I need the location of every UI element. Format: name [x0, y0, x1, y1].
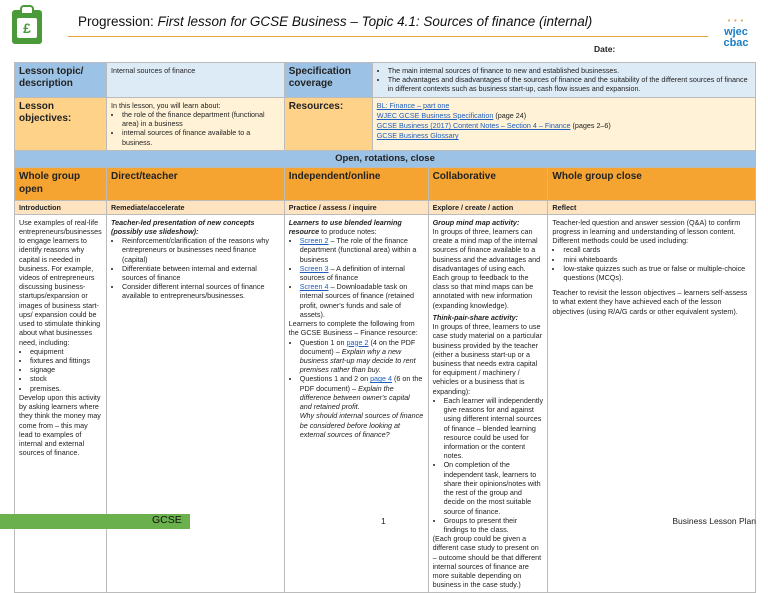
need-item: • premises.	[30, 384, 102, 393]
close-intro: Teacher-led question and answer session (Q&A) to confirm progress in learning and understanding of lesson content. Different methods could be used including:	[552, 217, 741, 246]
title-text: First lesson for GCSE Business – Topic 4.1: Sources of finance (internal)	[157, 14, 593, 29]
method-item: • low-stake quizzes such as true or false or multiple-choice questions (MCQs).	[563, 264, 751, 282]
footer-gcse-label: GCSE	[152, 514, 182, 526]
independent-activity-cell	[284, 214, 428, 593]
objectives-value	[106, 97, 284, 150]
wjec-text: wjec	[724, 26, 748, 38]
direct-item: • Consider different internal sources of finance available to entrepreneurs/businesses.	[122, 282, 280, 300]
column-headings-row	[15, 167, 756, 200]
resource-item	[377, 131, 751, 140]
objectives-intro: In this lesson, you will learn about:	[110, 100, 221, 110]
topic-row	[15, 63, 756, 98]
finance-bag-logo	[12, 10, 42, 44]
close-outro: Teacher to revisit the lesson objectives – learners self-assess to what extent they have achieved each of the lesson objectives (using R/A/G cards or other equivalent system).	[552, 288, 748, 316]
mind-map-heading: Group mind map activity:	[432, 217, 520, 227]
screen-item: • Screen 4 – Downloadable task on internal sources of finance (retained profit, owner's funds and sale of assets).	[300, 282, 424, 319]
resources-label: Resources:	[284, 97, 372, 150]
direct-item: • Differentiate between internal and external sources of finance	[122, 264, 280, 282]
collab-item: • On completion of the independent task, learners to share their opinions/notes with the rest of the group and decide on the most suitable source of finance.	[444, 460, 544, 515]
open-rotations-row	[15, 150, 756, 167]
col-sub-close: Reflect	[548, 200, 756, 214]
page-title	[78, 14, 592, 29]
resource-link[interactable]: BL: Finance – part one	[376, 100, 450, 110]
screen-link[interactable]: Screen 4	[299, 282, 329, 292]
wjec-dots: • • •	[727, 18, 745, 25]
resource-item: WJEC GCSE Business Specification (page 24)	[376, 110, 527, 120]
spec-point: • The main internal sources of finance to new and established businesses.	[388, 66, 751, 75]
method-item: • mini whiteboards	[563, 255, 751, 264]
screen-item: • Screen 3 – A definition of internal sources of finance	[300, 264, 424, 282]
date-label: Date:	[594, 44, 616, 54]
direct-item: • Reinforcement/clarification of the reasons why entrepreneurs or businesses need finance (capital)	[122, 236, 280, 264]
think-pair-share-heading: Think-pair-share activity:	[432, 312, 519, 322]
col-sub-direct: Remediate/accelerate	[106, 200, 284, 214]
need-item: • equipment	[30, 347, 102, 356]
resource-link[interactable]: GCSE Business (2017) Content Notes – Section 4 – Finance	[376, 121, 571, 131]
footer-doc-title: Business Lesson Plan	[672, 516, 756, 526]
col-heading-close: Whole group close	[548, 167, 756, 200]
objective-item: • internal sources of finance available to a business.	[122, 128, 280, 146]
screen-link[interactable]: Screen 3	[299, 263, 329, 273]
objectives-label: Lesson objectives:	[15, 97, 107, 150]
method-item: • recall cards	[563, 245, 751, 254]
spec-coverage-value	[372, 63, 755, 98]
collab-note: (Each group could be given a different case study to present on – outcome should be that different internal sources of finance are more suitable depending on business in the case study.)	[432, 534, 542, 590]
col-sub-independent: Practice / assess / inquire	[284, 200, 428, 214]
pound-icon: £	[17, 18, 37, 38]
need-item: • stock	[30, 374, 102, 383]
think-pair-share-text: In groups of three, learners to use case study material on a particular business provided by the teacher (either a business start-up or a business that needs extra capital for equipment / machinery / vehicles or a business that is expanding):	[432, 322, 543, 396]
independent-title: Learners to use blended learning resource to produce notes:	[288, 217, 402, 236]
resources-value	[372, 97, 755, 150]
page-link[interactable]: page 2	[346, 337, 369, 347]
collab-item: • Each learner will independently give reasons for and against using different internal sources of finance – blended learning resource could be used for information or the content notes.	[444, 396, 544, 461]
spec-coverage-label: Specification coverage	[284, 63, 372, 98]
activities-row	[15, 214, 756, 593]
resource-link[interactable]: GCSE Business Glossary	[376, 131, 459, 141]
direct-title: Teacher-led presentation of new concepts (possibly use slideshow):	[110, 217, 255, 236]
col-sub-open: Introduction	[15, 200, 107, 214]
resource-item	[377, 101, 751, 110]
resource-item: GCSE Business (2017) Content Notes – Section 4 – Finance (pages 2–6)	[376, 121, 611, 131]
collaborative-activity-cell	[428, 214, 548, 593]
need-item: • signage	[30, 365, 102, 374]
col-heading-independent: Independent/online	[284, 167, 428, 200]
mind-map-text: In groups of three, learners can create a mind map of the internal sources of finance available to a business and the advantages and disadvantages of using each. Each group to feedback to the class so that mind maps can be annotated with new information (expanding knowledge).	[432, 226, 541, 310]
need-item: • fixtures and fittings	[30, 356, 102, 365]
direct-activity-cell	[106, 214, 284, 593]
title-prefix: Progression:	[78, 14, 158, 29]
col-heading-collaborative: Collaborative	[428, 167, 548, 200]
screen-link[interactable]: Screen 2	[299, 236, 329, 246]
resource-link[interactable]: WJEC GCSE Business Specification	[376, 110, 494, 120]
screen-item: • Screen 2 – The role of the finance department (functional area) within a business	[300, 236, 424, 264]
open-activity-cell	[15, 214, 107, 593]
question-item: • Questions 1 and 2 on page 4 (6 on the PDF document) – Explain the difference between owner's capital and retained profit. Why should internal sources of finance be considered before looking at external sources of finance?	[300, 374, 424, 439]
page-number: 1	[381, 516, 386, 526]
independent-mid: Learners to complete the following from the GCSE Business – Finance resource:	[288, 319, 418, 338]
lesson-topic-label: Lesson topic/ description	[15, 63, 107, 98]
page-link[interactable]: page 4	[370, 374, 393, 384]
column-subheadings-row	[15, 200, 756, 214]
col-sub-collaborative: Explore / create / action	[428, 200, 548, 214]
open-intro: Use examples of real-life entrepreneurs/businesses to engage learners to identify reasons why capital is needed in business. For example, videos of entrepreneurs discussing business-startups/expansion or images of business start-ups/ expansion could be used to stimulate thinking about what businesses need, including:	[19, 217, 102, 347]
open-rotations-heading: Open, rotations, close	[15, 150, 756, 167]
bag-handle-icon	[20, 5, 34, 13]
objective-item: • the role of the finance department (functional area) in a business	[122, 110, 280, 128]
spec-point: • The advantages and disadvantages of the sources of finance and the suitability of the different sources of finance in different contexts such as business start-up, cash flow issues and expansion.	[388, 75, 751, 93]
title-divider	[68, 36, 708, 37]
close-activity-cell	[548, 214, 756, 593]
col-heading-open: Whole group open	[15, 167, 107, 200]
col-heading-direct: Direct/teacher	[106, 167, 284, 200]
wjec-logo	[716, 16, 756, 49]
lesson-topic-value: Internal sources of finance	[106, 63, 284, 98]
open-outro: Develop upon this activity by asking learners where they think the money may come from – this may lead to examples of internal and external sources of finance.	[19, 392, 101, 458]
question-item: • Question 1 on page 2 (4 on the PDF document) – Explain why a new business start-up may decide to rent premises rather than buy.	[300, 338, 424, 375]
objectives-row	[15, 97, 756, 150]
cbac-text: cbac	[723, 37, 749, 49]
collab-item: • Groups to present their findings to the class.	[444, 516, 544, 534]
